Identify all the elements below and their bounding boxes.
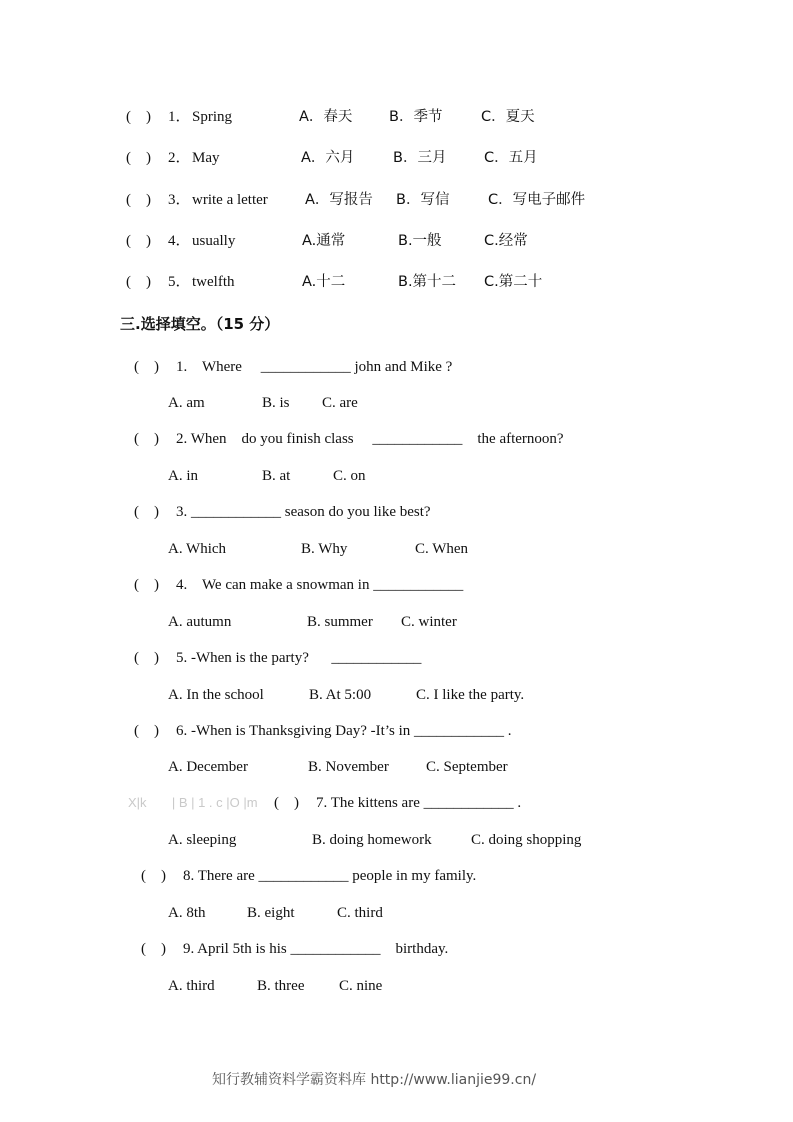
option-c: C．五月 <box>484 150 538 166</box>
option-c: C. doing shopping <box>471 832 582 848</box>
answer-paren: ( ) <box>126 109 151 125</box>
item-number: 1． <box>168 109 191 125</box>
option-b: B. three <box>257 978 305 994</box>
option-b: B. is <box>262 395 290 411</box>
option-b: B.一般 <box>398 233 442 249</box>
option-c: C. I like the party. <box>416 687 525 703</box>
option-b: B. At 5:00 <box>309 687 372 703</box>
option-a: A. Which <box>168 541 227 557</box>
option-c: C. on <box>333 468 366 484</box>
question-text: 3. ____________ season do you like best? <box>176 504 431 520</box>
section-heading: 三.选择填空。（15 分） <box>120 315 280 333</box>
option-a: A. In the school <box>168 687 264 703</box>
vocab-word: usually <box>192 233 236 249</box>
question-text: 7. The kittens are ____________ . <box>316 795 522 811</box>
option-c: C．写电子邮件 <box>488 192 586 208</box>
option-b: B. November <box>308 759 389 775</box>
option-b: B．写信 <box>396 192 450 208</box>
option-a: A. in <box>168 468 198 484</box>
option-a: A．春天 <box>299 109 353 125</box>
option-b: B.第十二 <box>398 274 457 290</box>
item-number: 4． <box>168 233 191 249</box>
option-a: A. third <box>168 978 215 994</box>
question-text: 2. When do you finish class ____________ the afternoon? <box>176 431 564 447</box>
option-a: A．写报告 <box>305 192 373 208</box>
watermark: X|k | B | 1 . c |O |m <box>128 795 258 810</box>
answer-paren: ( ) <box>126 150 151 166</box>
item-number: 3． <box>168 192 191 208</box>
option-b: B. eight <box>247 905 295 921</box>
option-b: B．三月 <box>393 150 447 166</box>
option-c: C. September <box>426 759 508 775</box>
answer-paren: ( ) <box>134 577 159 593</box>
answer-paren: ( ) <box>126 233 151 249</box>
option-a: A. 8th <box>168 905 206 921</box>
option-a: A. December <box>168 759 248 775</box>
question-text: 1. Where ____________ john and Mike ? <box>176 359 453 375</box>
option-c: C. are <box>322 395 358 411</box>
vocab-word: twelfth <box>192 274 235 290</box>
option-c: C．夏天 <box>481 109 535 125</box>
option-b: B．季节 <box>389 109 443 125</box>
option-b: B. doing homework <box>312 832 432 848</box>
question-text: 6. -When is Thanksgiving Day? -It’s in ____________ . <box>176 723 512 739</box>
answer-paren: ( ) <box>141 941 166 957</box>
vocab-word: Spring <box>192 109 233 125</box>
vocab-word: write a letter <box>192 192 268 208</box>
option-c: C.第二十 <box>484 274 543 290</box>
option-c: C. third <box>337 905 383 921</box>
option-a: A．六月 <box>301 150 355 166</box>
option-c: C.经常 <box>484 233 528 249</box>
option-b: B. Why <box>301 541 348 557</box>
option-b: B. at <box>262 468 291 484</box>
option-a: A. am <box>168 395 205 411</box>
question-text: 8. There are ____________ people in my family. <box>183 868 477 884</box>
option-b: B. summer <box>307 614 373 630</box>
option-a: A.十二 <box>302 274 346 290</box>
option-a: A.通常 <box>302 233 346 249</box>
item-number: 2． <box>168 150 191 166</box>
answer-paren: ( ) <box>134 359 159 375</box>
question-text: 9. April 5th is his ____________ birthday. <box>183 941 449 957</box>
answer-paren: ( ) <box>126 192 151 208</box>
option-a: A. autumn <box>168 614 232 630</box>
option-c: C. nine <box>339 978 383 994</box>
vocab-word: May <box>192 150 220 166</box>
question-text: 5. -When is the party? ____________ <box>176 650 422 666</box>
answer-paren: ( ) <box>134 723 159 739</box>
question-text: 4. We can make a snowman in ____________ <box>176 577 464 593</box>
option-c: C. When <box>415 541 469 557</box>
answer-paren: ( ) <box>134 650 159 666</box>
answer-paren: ( ) <box>141 868 166 884</box>
option-c: C. winter <box>401 614 457 630</box>
answer-paren: ( ) <box>134 504 159 520</box>
answer-paren: ( ) <box>274 795 299 811</box>
item-number: 5． <box>168 274 191 290</box>
footer-source: 知行教辅资料学霸资料库 http://www.lianjie99.cn/ <box>212 1072 537 1088</box>
answer-paren: ( ) <box>126 274 151 290</box>
answer-paren: ( ) <box>134 431 159 447</box>
option-a: A. sleeping <box>168 832 237 848</box>
